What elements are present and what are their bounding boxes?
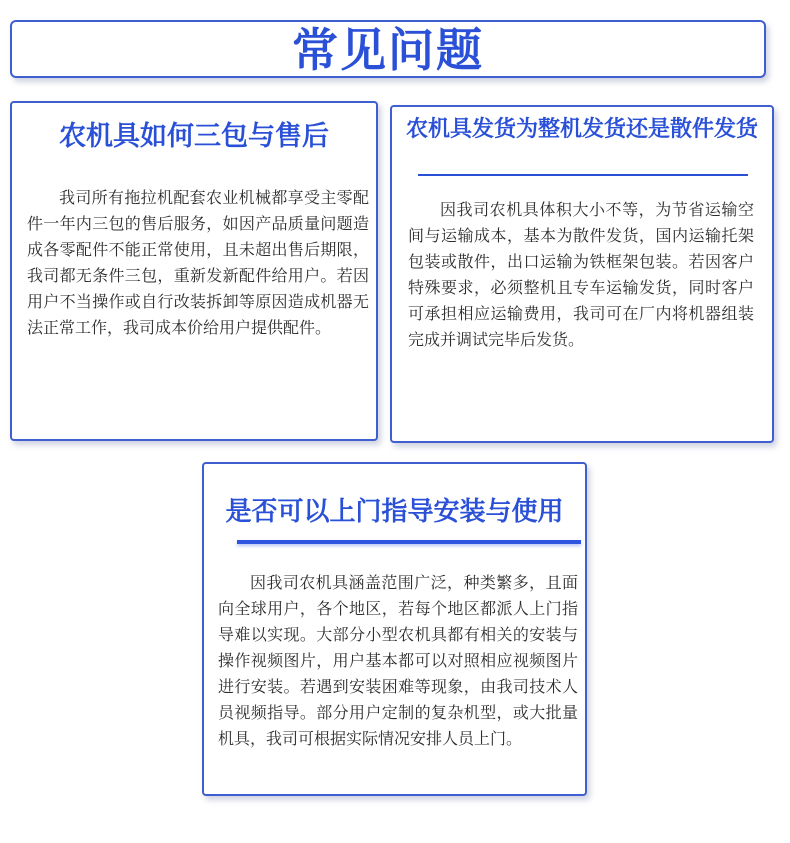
- faq-card-installation: [202, 462, 587, 796]
- faq-answer: 因我司农机具涵盖范围广泛，种类繁多，且面向全球用户，各个地区，若每个地区都派人上门指导难以实现。大部分小型农机具都有相关的安装与操作视频图片，用户基本都可以对照相应视频图片进行安装。若遇到安装困难等现象，由我司技术人员视频指导。部分用户定制的复杂机型，或大批量机具，我司可根据实际情况安排人员上门。: [218, 573, 578, 748]
- page-header: [10, 20, 766, 78]
- faq-answer: 我司所有拖拉机配套农业机械都享受主零配件一年内三包的售后服务，如因产品质量问题造成各零配件不能正常使用，且未超出售后期限，我司都无条件三包，重新发新配件给用户。若因用户不当操作或自行改装拆卸等原因造成机器无法正常工作，我司成本价给用户提供配件。: [27, 188, 369, 337]
- faq-card-shipping: [390, 105, 774, 443]
- title-underline: [418, 174, 748, 176]
- faq-card-warranty: [10, 101, 378, 441]
- title-underline: [237, 540, 581, 544]
- faq-question: 农机具发货为整机发货还是散件发货: [405, 117, 758, 142]
- page-title: 常见问题: [292, 23, 484, 77]
- faq-answer: 因我司农机具体积大小不等，为节省运输空间与运输成本，基本为散件发货，国内运输托架包装或散件，出口运输为铁框架包装。若因客户特殊要求，必须整机且专车运输发货，同时客户可承担相应运输费用，我司可在厂内将机器组装完成并调试完毕后发货。: [408, 200, 754, 349]
- faq-question: 农机具如何三包与售后: [59, 121, 329, 152]
- faq-question: 是否可以上门指导安装与使用: [225, 497, 564, 527]
